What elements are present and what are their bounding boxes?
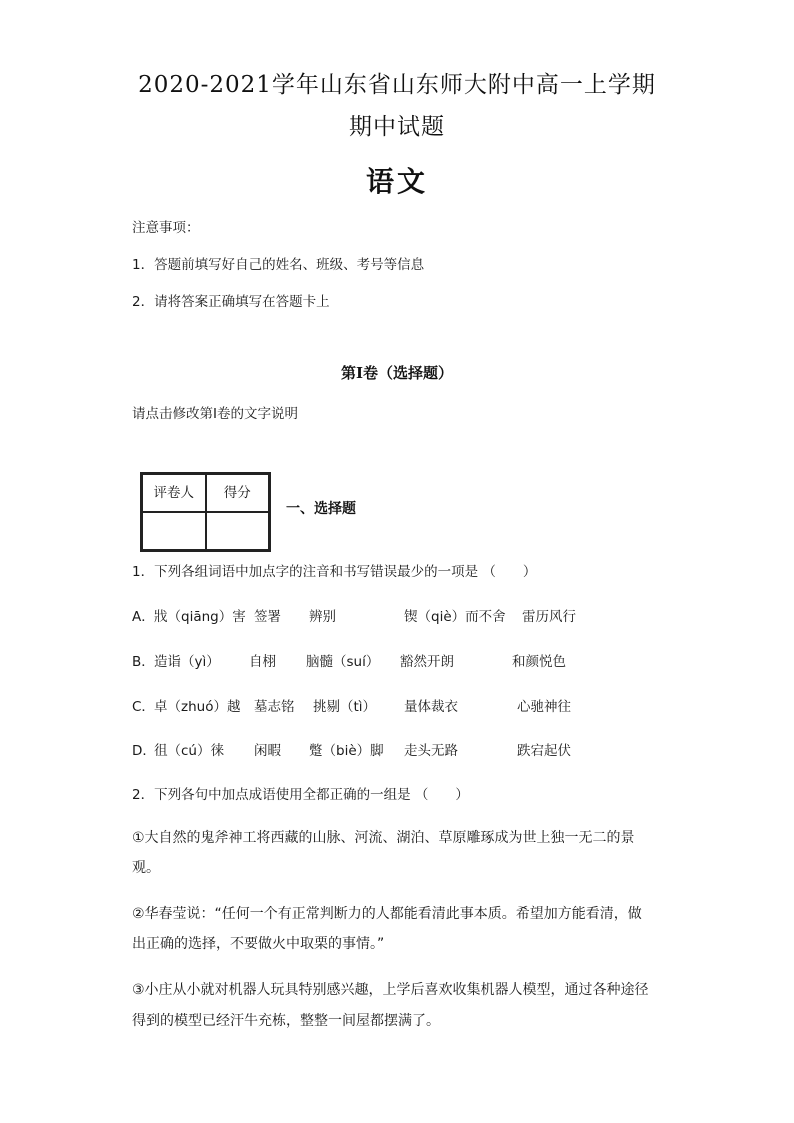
option-term: 锲（qiè）而不舍 xyxy=(404,609,506,625)
exam-title-line2: 期中试题 xyxy=(349,114,445,140)
option-term: 跌宕起伏 xyxy=(517,743,571,759)
option-term: 卓（zhuó）越 xyxy=(154,699,241,715)
exam-title-line1: 2020-2021学年山东省山东师大附中高一上学期 xyxy=(138,72,656,98)
option-label: D． xyxy=(132,743,156,759)
option-term: 自栩 xyxy=(249,654,276,670)
option-term: 量体裁衣 xyxy=(404,699,458,715)
option-term: 豁然开朗 xyxy=(400,654,454,670)
score-table-score-header: 得分 xyxy=(206,474,270,512)
option-term: 辨别 xyxy=(309,609,336,625)
option-term: 闲暇 xyxy=(254,743,281,759)
option-term: 和颜悦色 xyxy=(512,654,566,670)
option-term: 脑髓（suí） xyxy=(306,654,380,670)
option-term: 挑剔（tì） xyxy=(313,699,377,715)
sentence-3-line-1: ③小庄从小就对机器人玩具特别感兴趣，上学后喜欢收集机器人模型，通过各种途径 xyxy=(132,982,649,998)
option-term: 心驰神往 xyxy=(517,699,571,715)
sentence-2-line-1: ②华春莹说：“任何一个有正常判断力的人都能看清此事本质。希望加方能看清，做 xyxy=(132,906,642,922)
sentence-2-line-2: 出正确的选择，不要做火中取栗的事情。” xyxy=(132,936,385,952)
option-term: 雷历风行 xyxy=(522,609,576,625)
part-label: 一、选择题 xyxy=(286,501,356,517)
option-term: 戕（qiāng）害 xyxy=(154,609,246,625)
section-title: 第I卷（选择题） xyxy=(340,364,454,382)
question-2-stem: 2．下列各句中加点成语使用全都正确的一组是 （ ） xyxy=(132,787,469,803)
sentence-1-line-2: 观。 xyxy=(132,860,160,876)
sentence-3-line-2: 得到的模型已经汗牛充栋，整整一间屋都摆满了。 xyxy=(132,1013,440,1029)
subject-title: 语文 xyxy=(365,165,428,198)
option-term: 蹩（biè）脚 xyxy=(309,743,384,759)
score-table-grader-header: 评卷人 xyxy=(142,474,206,512)
notes-item-2: 2．请将答案正确填写在答题卡上 xyxy=(132,294,330,310)
option-term: 徂（cú）徕 xyxy=(154,743,224,759)
option-label: C． xyxy=(132,699,155,715)
option-label: B． xyxy=(132,654,155,670)
score-table-grader-cell xyxy=(142,512,206,550)
option-term: 墓志铭 xyxy=(254,699,295,715)
option-term: 造诣（yì） xyxy=(154,654,220,670)
option-term: 签署 xyxy=(254,609,281,625)
option-term: 走头无路 xyxy=(404,743,458,759)
notes-item-1: 1．答题前填写好自己的姓名、班级、考号等信息 xyxy=(132,257,425,273)
notes-heading: 注意事项： xyxy=(132,220,200,236)
section-instruction[interactable]: 请点击修改第I卷的文字说明 xyxy=(132,406,298,422)
score-table xyxy=(140,472,271,552)
sentence-1-line-1: ①大自然的鬼斧神工将西藏的山脉、河流、湖泊、草原雕琢成为世上独一无二的景 xyxy=(132,830,635,846)
option-label: A． xyxy=(132,609,155,625)
score-table-score-cell xyxy=(206,512,270,550)
question-1-stem: 1．下列各组词语中加点字的注音和书写错误最少的一项是 （ ） xyxy=(132,564,537,580)
